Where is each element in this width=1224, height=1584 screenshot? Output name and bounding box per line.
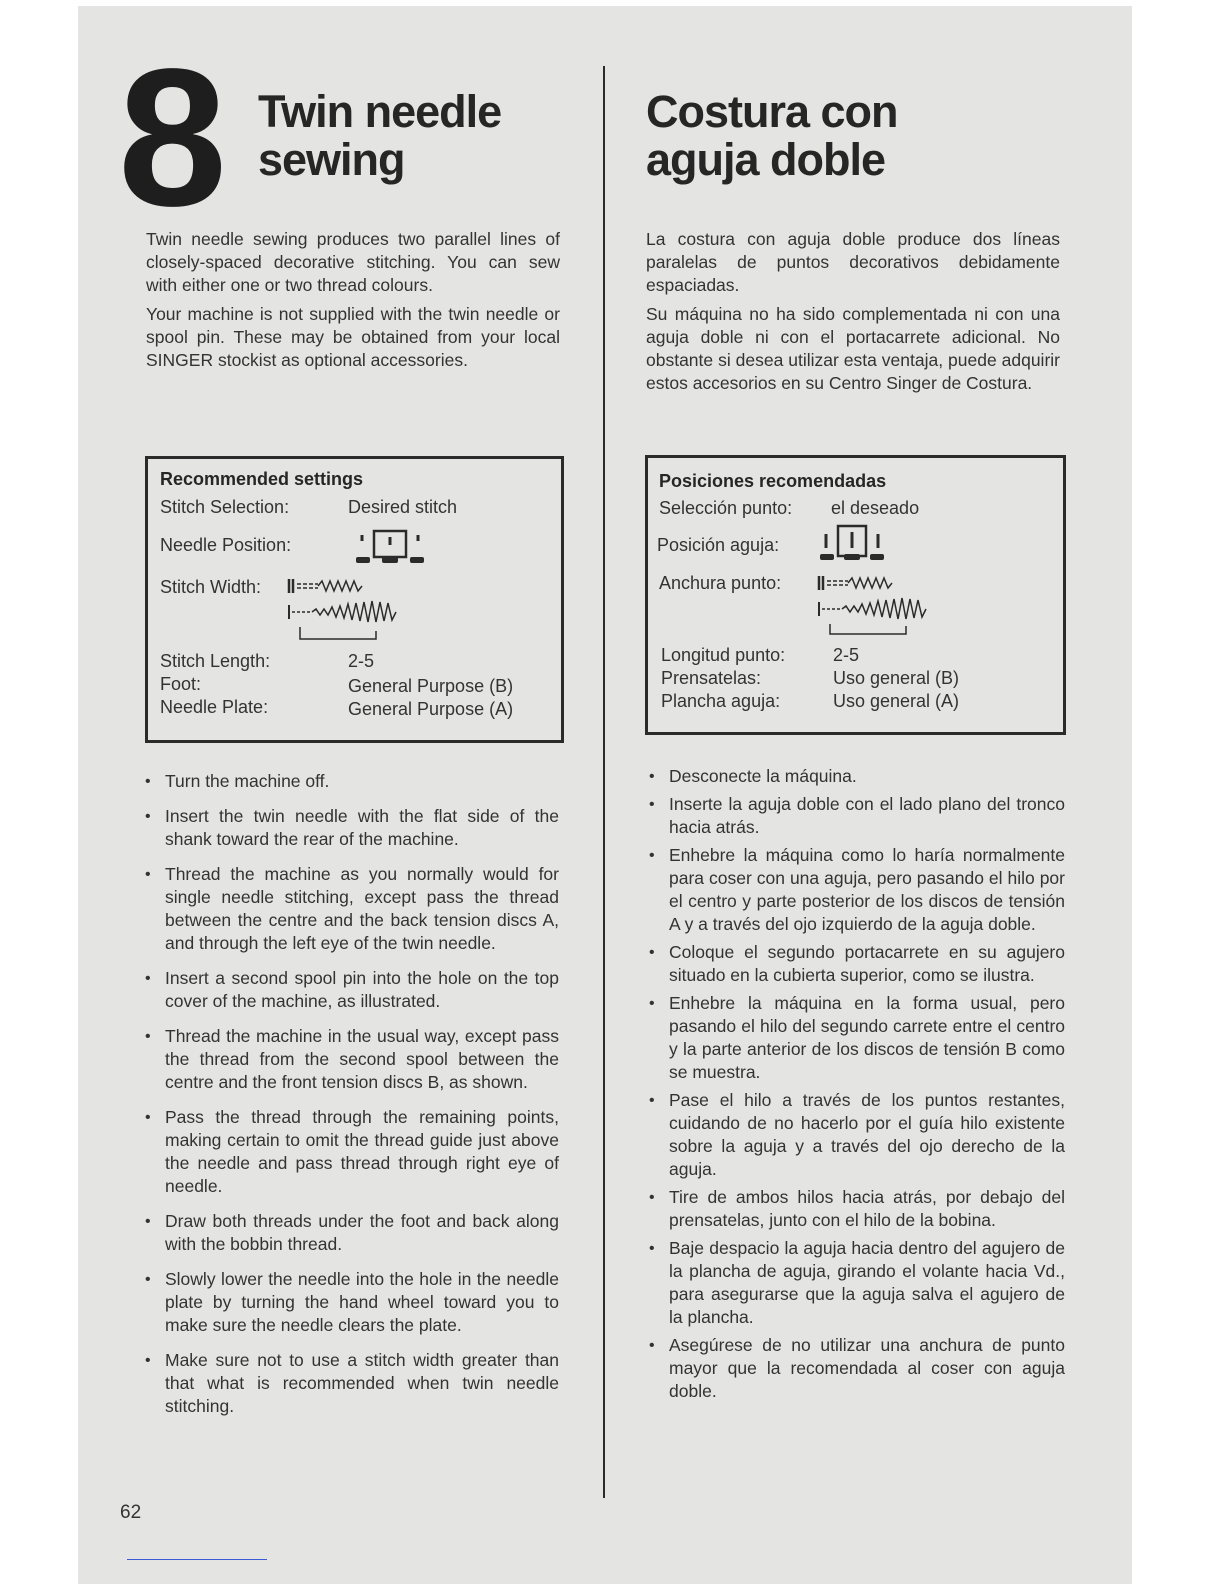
needle-position-label: Needle Position: — [160, 535, 292, 555]
english-title-line-1: Twin needle — [258, 86, 502, 137]
bullet: • — [145, 1352, 151, 1369]
step-text: Thread the machine in the usual way, except pass the thread from the second spool between the centre and the front tension discs B, as shown. — [165, 1026, 559, 1092]
list-item — [647, 1186, 1065, 1232]
needle-plate-value: Uso general (A) — [833, 691, 960, 711]
spanish-title-line-2: aguja doble — [646, 134, 886, 185]
english-intro-paragraph: Your machine is not supplied with the twin needle or spool pin. These may be obtained from your local SINGER stockist as optional accessories. — [146, 304, 560, 370]
foot-label: Prensatelas: — [661, 668, 762, 688]
page-number: 62 — [120, 1502, 142, 1523]
step-text: Pass the thread through the remaining points, making certain to omit the thread guide just above the needle and pass thread through right eye of needle. — [165, 1107, 559, 1196]
step-text: Draw both threads under the foot and back along with the bobbin thread. — [165, 1211, 559, 1254]
list-item — [143, 1268, 559, 1337]
needle-position-icon — [354, 527, 426, 567]
list-item — [143, 1025, 559, 1094]
list-item — [143, 863, 559, 955]
foot-value: General Purpose (B) — [348, 676, 514, 696]
list-item — [647, 941, 1065, 987]
step-text: Baje despacio la aguja hacia dentro del agujero de la plancha de aguja, girando el volante hacia Vd., para asegurarse que la aguja salva el agujero de la plancha. — [669, 1238, 1065, 1327]
list-item — [647, 1089, 1065, 1181]
footer-link-underline — [127, 1559, 267, 1560]
list-item — [647, 844, 1065, 936]
bullet: • — [649, 1092, 655, 1109]
settings-title: Recommended settings — [160, 469, 364, 489]
bullet: • — [145, 808, 151, 825]
list-item — [143, 967, 559, 1013]
stitch-selection-label: Stitch Selection: — [160, 497, 290, 517]
english-settings-box — [145, 456, 564, 743]
list-item — [143, 770, 559, 793]
spanish-title — [646, 88, 898, 184]
step-text: Inserte la aguja doble con el lado plano del tronco hacia atrás. — [669, 794, 1065, 837]
step-text: Pase el hilo a través de los puntos restantes, cuidando de no hacerlo por el guía hilo existente sobre la aguja y a través del ojo derecho de la aguja. — [669, 1090, 1065, 1179]
list-item — [647, 793, 1065, 839]
bullet: • — [649, 1189, 655, 1206]
stitch-length-value: 2-5 — [348, 651, 375, 671]
spanish-intro-paragraph: La costura con aguja doble produce dos líneas paralelas de puntos decorativos debidamente espaciadas. — [646, 229, 1060, 295]
spanish-steps-list — [647, 765, 1065, 1408]
list-item — [143, 1349, 559, 1418]
english-intro-paragraph: Twin needle sewing produces two parallel lines of closely-spaced decorative stitching. You can sew with either one or two thread colours. — [146, 229, 560, 295]
step-text: Tire de ambos hilos hacia atrás, por debajo del prensatelas, junto con el hilo de la bobina. — [669, 1187, 1065, 1230]
list-item — [647, 992, 1065, 1084]
spanish-intro-paragraph: Su máquina no ha sido complementada ni con una aguja doble ni con el portacarrete adicional. No obstante si desea utilizar esta ventaja, puede adquirir estos accesorios en su Centro Singer de Costura. — [646, 304, 1060, 393]
bullet: • — [649, 768, 655, 785]
stitch-selection-value: Desired stitch — [348, 497, 458, 517]
stitch-length-label: Longitud punto: — [661, 645, 786, 665]
stitch-width-icon — [816, 570, 946, 640]
bullet: • — [145, 866, 151, 883]
chapter-number: 8 — [118, 28, 224, 247]
list-item — [647, 1237, 1065, 1329]
step-text: Enhebre la máquina en la forma usual, pero pasando el hilo del segundo carrete entre el centro y la parte anterior de los discos de tensión B como se muestra. — [669, 993, 1065, 1082]
spanish-title-line-1: Costura con — [646, 86, 898, 137]
stitch-selection-value: el deseado — [831, 498, 920, 518]
step-text: Desconecte la máquina. — [669, 766, 857, 786]
stitch-width-icon — [286, 573, 416, 645]
bullet: • — [145, 1271, 151, 1288]
needle-plate-value: General Purpose (A) — [348, 699, 514, 719]
list-item — [647, 765, 1065, 788]
stitch-length-label: Stitch Length: — [160, 651, 271, 671]
list-item — [143, 1210, 559, 1256]
step-text: Thread the machine as you normally would for single needle stitching, except pass the thread between the centre and the back tension discs A, and through the left eye of the twin needle. — [165, 864, 559, 953]
bullet: • — [145, 1109, 151, 1126]
bullet: • — [145, 773, 151, 790]
step-text: Coloque el segundo portacarrete en su agujero situado en la cubierta superior, como se ilustra. — [669, 942, 1065, 985]
english-steps-list — [143, 770, 559, 1430]
bullet: • — [649, 1240, 655, 1257]
foot-label: Foot: — [160, 674, 202, 694]
step-text: Insert the twin needle with the flat side of the shank toward the rear of the machine. — [165, 806, 559, 849]
needle-plate-label: Needle Plate: — [160, 697, 269, 717]
bullet: • — [145, 1213, 151, 1230]
bullet: • — [145, 1028, 151, 1045]
step-text: Asegúrese de no utilizar una anchura de punto mayor que la recomendada al coser con aguja doble. — [669, 1335, 1065, 1401]
step-text: Turn the machine off. — [165, 771, 330, 791]
bullet: • — [649, 1337, 655, 1354]
stitch-width-label: Stitch Width: — [160, 577, 262, 597]
step-text: Insert a second spool pin into the hole on the top cover of the machine, as illustrated. — [165, 968, 559, 1011]
spanish-settings-box — [645, 455, 1066, 735]
step-text: Slowly lower the needle into the hole in the needle plate by turning the hand wheel toward you to make sure the needle clears the plate. — [165, 1269, 559, 1335]
stitch-length-value: 2-5 — [833, 645, 860, 665]
stitch-selection-label: Selección punto: — [659, 498, 793, 518]
needle-plate-label: Plancha aguja: — [661, 691, 781, 711]
needle-position-icon — [818, 524, 886, 564]
foot-value: Uso general (B) — [833, 668, 960, 688]
step-text: Enhebre la máquina como lo haría normalmente para coser con una aguja, pero pasando el hilo por el centro y parte posterior de los discos de tensión A y a través del ojo izquierdo de la aguja doble. — [669, 845, 1065, 934]
bullet: • — [649, 796, 655, 813]
column-divider — [603, 66, 605, 1498]
bullet: • — [649, 944, 655, 961]
list-item — [143, 805, 559, 851]
bullet: • — [145, 970, 151, 987]
needle-position-label: Posición aguja: — [657, 535, 780, 555]
bullet: • — [649, 847, 655, 864]
settings-title: Posiciones recomendadas — [659, 471, 887, 491]
step-text: Make sure not to use a stitch width greater than that what is recommended when twin needle stitching. — [165, 1350, 559, 1416]
english-title — [258, 88, 501, 184]
stitch-width-label: Anchura punto: — [659, 573, 782, 593]
english-title-line-2: sewing — [258, 134, 405, 185]
list-item — [647, 1334, 1065, 1403]
spanish-intro — [646, 228, 1060, 401]
bullet: • — [649, 995, 655, 1012]
english-intro — [146, 228, 560, 378]
list-item — [143, 1106, 559, 1198]
